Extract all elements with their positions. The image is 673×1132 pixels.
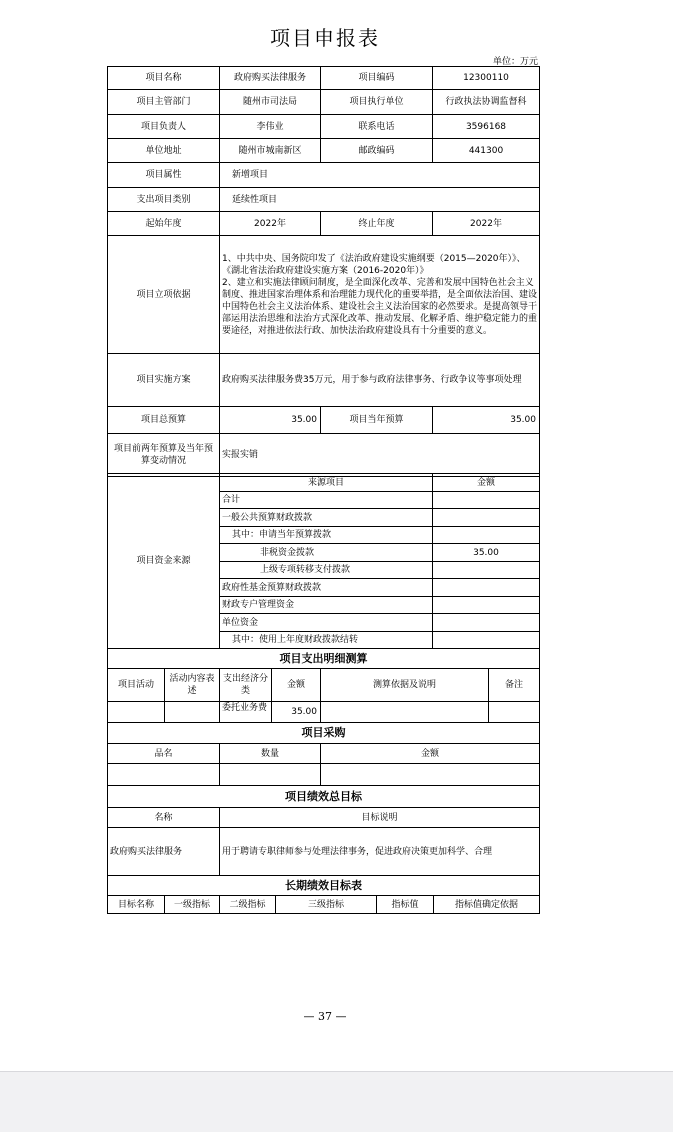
procurement-heading: 项目采购 [108, 723, 540, 744]
funding-row-nontax: 非税资金拨款 [220, 544, 433, 562]
value-project-code: 12300110 [433, 67, 540, 90]
header-activity-content: 活动内容表述 [165, 669, 220, 702]
funding-amount-unit [433, 614, 540, 632]
expense-note [489, 702, 540, 723]
funding-row-unit: 单位资金 [220, 614, 433, 632]
funding-amount-fund [433, 579, 540, 597]
procurement-cell [321, 764, 540, 786]
value-attribute: 新增项目 [220, 163, 540, 188]
header-target-name: 目标名称 [108, 896, 165, 914]
header-economic-class: 支出经济分类 [220, 669, 272, 702]
label-project-name: 项目名称 [108, 67, 220, 90]
label-start-year: 起始年度 [108, 212, 220, 236]
funding-amount-nontax: 35.00 [433, 544, 540, 562]
funding-row-total: 合计 [220, 492, 433, 509]
label-year-budget: 项目当年预算 [321, 407, 433, 434]
label-total-budget: 项目总预算 [108, 407, 220, 434]
procurement-table [107, 722, 540, 786]
funding-row-transfer: 上级专项转移支付拨款 [220, 562, 433, 579]
funding-amount-carryover [433, 632, 540, 649]
value-dept: 随州市司法局 [220, 90, 321, 115]
value-zip: 441300 [433, 139, 540, 163]
header-item-name: 品名 [108, 744, 220, 764]
label-leader: 项目负责人 [108, 115, 220, 139]
label-dept: 项目主管部门 [108, 90, 220, 115]
label-exec-unit: 项目执行单位 [321, 90, 433, 115]
page-title: 项目申报表 [270, 26, 380, 50]
header-goal-name: 名称 [108, 808, 220, 828]
goal-table [107, 785, 540, 876]
label-budget-change: 项目前两年预算及当年预算变动情况 [108, 434, 220, 477]
value-category: 延续性项目 [220, 188, 540, 212]
funding-row-special: 财政专户管理资金 [220, 597, 433, 614]
expense-class: 委托业务费 [220, 702, 272, 723]
header-note: 备注 [489, 669, 540, 702]
procurement-cell [108, 764, 220, 786]
label-funding-source: 项目资金来源 [108, 474, 220, 649]
funding-amount-current-year [433, 527, 540, 544]
value-leader: 李伟业 [220, 115, 321, 139]
funding-row-fund: 政府性基金预算财政拨款 [220, 579, 433, 597]
longterm-heading: 长期绩效目标表 [108, 876, 540, 896]
expense-heading: 项目支出明细测算 [108, 649, 540, 669]
header-calc-basis: 测算依据及说明 [321, 669, 489, 702]
header-quantity: 数量 [220, 744, 321, 764]
funding-table [107, 473, 540, 649]
value-address: 随州市城南新区 [220, 139, 321, 163]
funding-amount-transfer [433, 562, 540, 579]
header-expense-amount: 金额 [272, 669, 321, 702]
expense-content [165, 702, 220, 723]
expense-activity [108, 702, 165, 723]
label-attribute: 项目属性 [108, 163, 220, 188]
value-basis: 1、中共中央、国务院印发了《法治政府建设实施纲要（2015—2020年）》、《湖北省法治政府建设实施方案（2016-2020年）》 2、建立和实施法律顾问制度，是全面深化改革、完善和发展中国特色社会主义制度、推进国家治理体系和治理能力现代化的重要举措，是全面依法治国、建设中国特色社会主义法治体系、建设社会主义法治国家的必然要求。是提高领导干部运用法治思维和法治方式深化改革、推动发展、化解矛盾、维护稳定能力的重要途径，对推进依法行政、加快法治政府建设具有十分重要的意义。 [220, 236, 540, 354]
goal-name: 政府购买法律服务 [108, 828, 220, 876]
value-project-name: 政府购买法律服务 [220, 67, 321, 90]
viewer-bottom-bar [0, 1071, 673, 1132]
label-category: 支出项目类别 [108, 188, 220, 212]
header-indicator-value: 指标值 [377, 896, 434, 914]
label-phone: 联系电话 [321, 115, 433, 139]
header-level2: 二级指标 [220, 896, 276, 914]
goal-description: 用于聘请专职律师参与处理法律事务，促进政府决策更加科学、合理 [220, 828, 540, 876]
header-level3: 三级指标 [276, 896, 377, 914]
page-number: — 37 — [303, 1010, 347, 1023]
procurement-cell [220, 764, 321, 786]
value-plan: 政府购买法律服务费35万元，用于参与政府法律事务、行政争议等事项处理 [220, 354, 540, 407]
label-project-code: 项目编码 [321, 67, 433, 90]
value-year-budget: 35.00 [433, 407, 540, 434]
label-plan: 项目实施方案 [108, 354, 220, 407]
goal-heading: 项目绩效总目标 [108, 786, 540, 808]
value-budget-change: 实报实销 [220, 434, 540, 477]
header-procurement-amount: 金额 [321, 744, 540, 764]
funding-amount-general [433, 509, 540, 527]
funding-amount-special [433, 597, 540, 614]
header-indicator-basis: 指标值确定依据 [434, 896, 540, 914]
value-total-budget: 35.00 [220, 407, 321, 434]
expense-table [107, 648, 540, 723]
label-basis: 项目立项依据 [108, 236, 220, 354]
header-level1: 一级指标 [165, 896, 220, 914]
funding-row-current-year: 其中：申请当年预算拨款 [220, 527, 433, 544]
label-zip: 邮政编码 [321, 139, 433, 163]
label-address: 单位地址 [108, 139, 220, 163]
value-exec-unit: 行政执法协调监督科 [433, 90, 540, 115]
funding-row-general: 一般公共预算财政拨款 [220, 509, 433, 527]
expense-basis [321, 702, 489, 723]
project-info-table [107, 66, 540, 477]
funding-row-carryover: 其中：使用上年度财政拨款结转 [220, 632, 433, 649]
longterm-table [107, 875, 540, 914]
unit-label: 单位：万元 [492, 57, 538, 67]
funding-amount-total [433, 492, 540, 509]
value-phone: 3596168 [433, 115, 540, 139]
label-end-year: 终止年度 [321, 212, 433, 236]
value-start-year: 2022年 [220, 212, 321, 236]
expense-amount: 35.00 [272, 702, 321, 723]
header-activity: 项目活动 [108, 669, 165, 702]
header-goal-desc: 目标说明 [220, 808, 540, 828]
header-amount: 金额 [433, 474, 540, 492]
value-end-year: 2022年 [433, 212, 540, 236]
header-source-item: 来源项目 [220, 474, 433, 492]
